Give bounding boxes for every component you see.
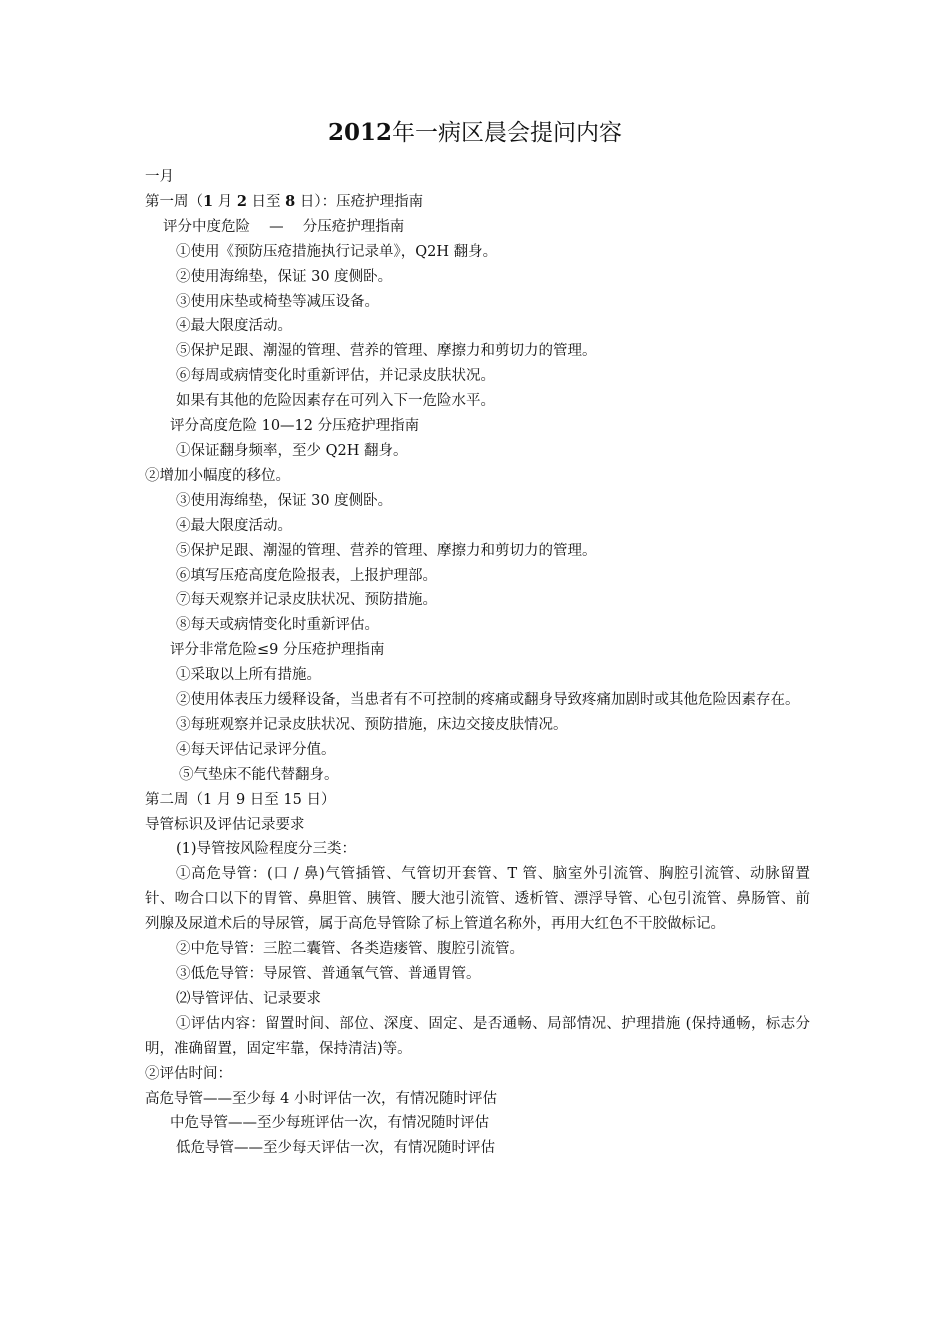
week2-heading: 第二周（1 月 9 日至 15 日） (145, 791, 336, 808)
medium-item: ⑥每周或病情变化时重新评估，并记录皮肤状况。 (176, 368, 495, 385)
title-text: 年一病区晨会提问内容 (392, 120, 622, 146)
medium-item: ②使用海绵垫，保证 30 度侧卧。 (176, 268, 393, 285)
medium-risk-heading: 评分中度危险 — 分压疮护理指南 (163, 218, 405, 235)
high-item: ⑦每天观察并记录皮肤状况、预防措施。 (176, 592, 437, 609)
week2-subheading: 导管标识及评估记录要求 (145, 816, 305, 833)
medium-item: ⑤保护足跟、潮湿的管理、营养的管理、摩擦力和剪切力的管理。 (176, 343, 597, 360)
high-item: ②增加小幅度的移位。 (145, 467, 290, 484)
title-year: 2012 (327, 119, 392, 146)
medium-item: ④最大限度活动。 (176, 318, 292, 335)
medium-item: ①使用《预防压疮措施执行记录单》，Q2H 翻身。 (176, 243, 498, 260)
very-high-item: ⑤气垫床不能代替翻身。 (179, 766, 339, 783)
catheter-section-1: (1)导管按风险程度分三类： (176, 841, 357, 858)
high-catheter-time: 高危导管——至少每 4 小时评估一次，有情况随时评估 (145, 1090, 497, 1107)
document-body (145, 165, 810, 1161)
high-item: ⑧每天或病情变化时重新评估。 (176, 617, 379, 634)
high-risk-heading: 评分高度危险 10—12 分压疮护理指南 (170, 418, 420, 435)
low-catheter-time: 低危导管——至少每天评估一次，有情况随时评估 (176, 1140, 495, 1157)
high-item: ④最大限度活动。 (176, 517, 292, 534)
high-risk-catheter: ①高危导管：(口 / 鼻)气管插管、气管切开套管、T 管、脑室外引流管、胸腔引流管、动脉留置针、吻合口以下的胃管、鼻胆管、胰管、腰大池引流管、透析管、漂浮导管、心包引流管、鼻肠管、前列腺及尿道术后的导尿管，属于高危导管除了标上管道名称外，再用大红色不干胶做标记。 (145, 866, 810, 933)
medium-item: ③使用床垫或椅垫等减压设备。 (176, 293, 379, 310)
medium-risk-catheter: ②中危导管：三腔二囊管、各类造瘘管、腹腔引流管。 (176, 941, 524, 958)
high-item: ⑥填写压疮高度危险报表，上报护理部。 (176, 567, 437, 584)
low-risk-catheter: ③低危导管：导尿管、普通氧气管、普通胃管。 (176, 966, 481, 982)
high-item: ①保证翻身频率，至少 Q2H 翻身。 (176, 442, 408, 459)
medium-note: 如果有其他的危险因素存在可列入下一危险水平。 (176, 393, 495, 410)
high-item: ③使用海绵垫，保证 30 度侧卧。 (176, 492, 393, 509)
medium-catheter-time: 中危导管——至少每班评估一次，有情况随时评估 (170, 1115, 489, 1132)
very-high-item: ②使用体表压力缓释设备，当患者有不可控制的疼痛或翻身导致疼痛加剧时或其他危险因素存在。 (176, 692, 800, 709)
catheter-section-2: ⑵导管评估、记录要求 (176, 990, 321, 1007)
evaluation-time: ②评估时间： (145, 1065, 232, 1082)
very-high-item: ③每班观察并记录皮肤状况、预防措施，床边交接皮肤情况。 (176, 716, 568, 733)
page-title (0, 116, 950, 150)
high-item: ⑤保护足跟、潮湿的管理、营养的管理、摩擦力和剪切力的管理。 (176, 542, 597, 559)
week1-heading: 第一周（1 月 2 日至 8 日）：压疮护理指南 (145, 192, 424, 210)
very-high-item: ①采取以上所有措施。 (176, 667, 321, 684)
very-high-item: ④每天评估记录评分值。 (176, 741, 336, 758)
very-high-risk-heading: 评分非常危险≤9 分压疮护理指南 (170, 642, 385, 659)
month-label: 一月 (145, 169, 174, 185)
evaluation-content: ①评估内容：留置时间、部位、深度、固定、是否通畅、局部情况、护理措施 (保持通畅，标志分明，准确留置，固定牢靠，保持清洁)等。 (145, 1015, 810, 1057)
